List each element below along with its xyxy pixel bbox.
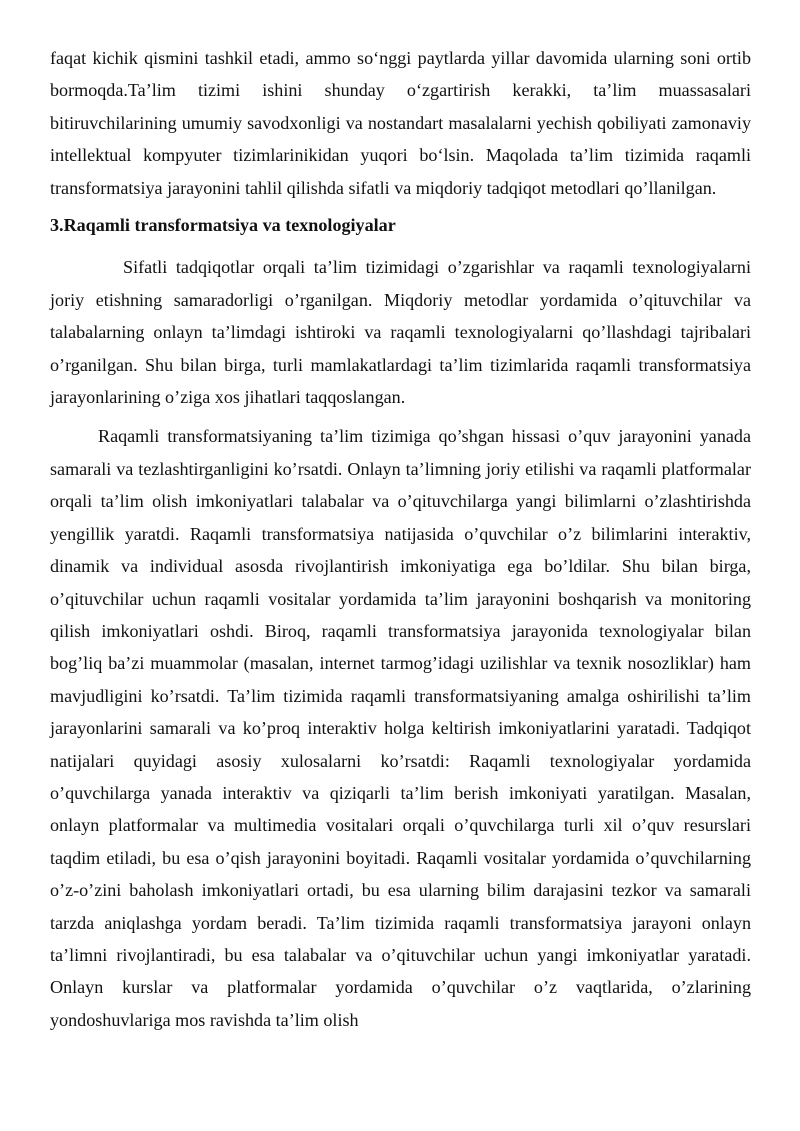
paragraph-results: Raqamli transformatsiyaning ta’lim tizimiga qo’shgan hissasi o’quv jarayonini yanada samarali va tezlashtirganligini ko’rsatdi. Onlayn ta’limning joriy etilishi va raqamli platformalar orqali ta’lim olish imkoniyatlari talabalar va o’qituvchilarga yangi bilimlarni o’zlashtirishda yengillik yaratdi. Raqamli transformatsiya natijasida o’quvchilar o’z bilimlarini interaktiv, dinamik va individual asosda rivojlantirish imkoniyatiga ega bo’ldilar. Shu bilan birga, o’qituvchilar uchun raqamli vositalar yordamida ta’lim jarayonini boshqarish va monitoring qilish imkoniyatlari oshdi. Biroq, raqamli transformatsiya jarayonida texnologiyalar bilan bog’liq ba’zi muammolar (masalan, internet tarmog’idagi uzilishlar va texnik nosozliklar) ham mavjudligini ko’rsatdi. Ta’lim tizimida raqamli transformatsiyaning amalga oshirilishi ta’lim jarayonlarini samarali va ko’proq interaktiv holga keltirish imkoniyatlarini yaratadi. Tadqiqot natijalari quyidagi asosiy xulosalarni ko’rsatdi: Raqamli texnologiyalar yordamida o’quvchilarga yanada interaktiv va qiziqarli ta’lim berish imkoniyati yaratilgan. Masalan, onlayn platformalar va multimedia vositalari orqali o’quvchilarga turli xil o’quv resurslari taqdim etiladi, bu esa o’qish jarayonini boyitadi. Raqamli vositalar yordamida o’quvchilarning o’z-o’zini baholash imkoniyatlari ortadi, bu esa ularning bilim darajasini tezkor va samarali tarzda aniqlashga yordam beradi. Ta’lim tizimida raqamli transformatsiya jarayoni onlayn ta’limni rivojlantiradi, bu esa talabalar va o’qituvchilar uchun yangi imkoniyatlar yaratadi. Onlayn kurslar va platformalar yordamida o’quvchilar o’z vaqtlarida, o’zlarining yondoshuvlariga mos ravishda ta’lim olish [50, 426, 751, 1030]
section-heading: 3.Raqamli transformatsiya va texnologiyalar [50, 215, 396, 236]
document-page [50, 42, 751, 1036]
paragraph-methods: Sifatli tadqiqotlar orqali ta’lim tizimidagi o’zgarishlar va raqamli texnologiyalarni joriy etishning samaradorligi o’rganilgan. Miqdoriy metodlar yordamida o’qituvchilar va talabalarning onlayn ta’limdagi ishtiroki va raqamli texnologiyalarni qo’llashdagi tajribalari o’rganilgan. Shu bilan birga, turli mamlakatlardagi ta’lim tizimlarida raqamli transformatsiya jarayonlarining o’ziga xos jihatlari taqqoslangan. [50, 257, 751, 408]
paragraph-intro-continuation: faqat kichik qismini tashkil etadi, ammo so‘nggi paytlarda yillar davomida ularning soni ortib bormoqda.Ta’lim tizimi ishini shunday o‘zgartirish kerakki, ta’lim muassasalari bitiruvchilarining umumiy savodxonligi va nostandart masalalarni yechish qobiliyati zamonaviy intellektual kompyuter tizimlarinikidan yuqori bo‘lsin. Maqolada ta’lim tizimida raqamli transformatsiya jarayonini tahlil qilishda sifatli va miqdoriy tadqiqot metodlari qo’llanilgan. [50, 48, 751, 198]
